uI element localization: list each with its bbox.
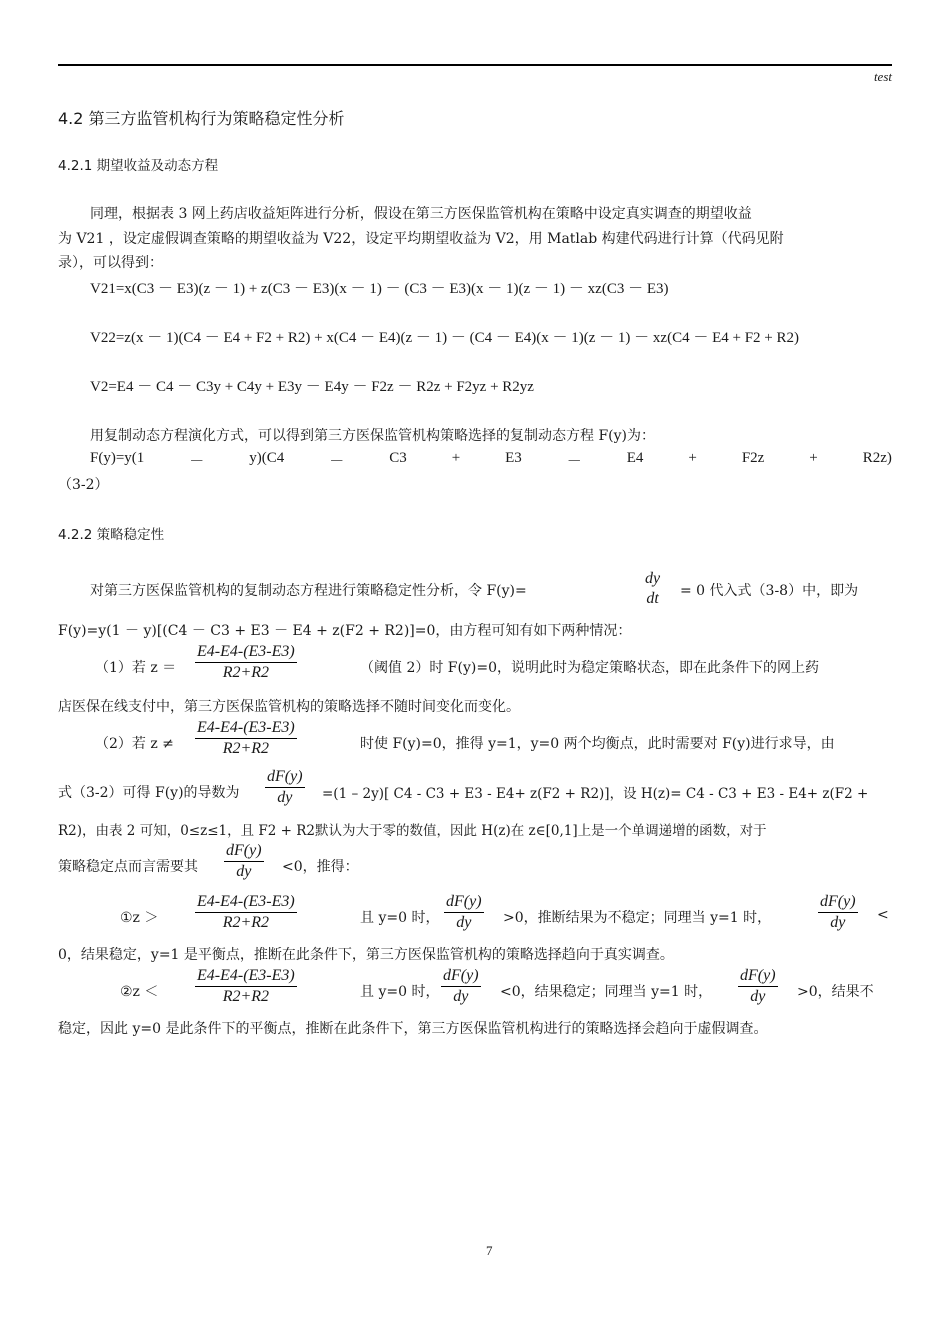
para1-line2: 为 V21 ，设定虚假调查策略的期望收益为 V22，设定平均期望收益为 V2，用 Matlab 构建代码进行计算（代码见附 xyxy=(58,231,784,247)
subsection-title-1: 4.2.1 期望收益及动态方程 xyxy=(58,158,219,174)
fy-token: R2z) xyxy=(862,450,892,466)
page-number: 7 xyxy=(486,1243,493,1258)
fy-token: － xyxy=(566,454,582,470)
fraction-denominator: R2+R2 xyxy=(222,988,270,1005)
fraction-numerator: dF(y) xyxy=(444,893,484,913)
fraction-numerator: dF(y) xyxy=(265,768,305,788)
fy-token: E3 xyxy=(505,450,522,466)
fy-token: － xyxy=(189,454,205,470)
fraction-numerator: E4-E4-(E3-E3) xyxy=(195,967,297,987)
para3-line2: F(y)=y(1 － y)[(C4 － C3 + E3 － E4 + z(F2 + R2)]=0，由方程可知有如下两种情况： xyxy=(58,623,632,639)
fy-equation xyxy=(90,450,892,471)
fraction-numerator: dy xyxy=(645,570,661,587)
fy-token: + xyxy=(451,450,461,466)
case2-pre: （2）若 z ≠ xyxy=(95,736,174,752)
subcase1-pre: ①z ＞ xyxy=(120,910,159,926)
fy-token: y)(C4 xyxy=(249,450,285,466)
para3-pre: 对第三方医保监管机构的复制动态方程进行策略稳定性分析，令 F(y)= xyxy=(90,583,527,599)
fraction-dF-dy xyxy=(441,967,481,1006)
fraction-dF-dy xyxy=(224,842,264,881)
fy-token: － xyxy=(329,454,345,470)
fraction-numerator: dF(y) xyxy=(738,967,778,987)
fy-token: C3 xyxy=(389,450,407,466)
case2-line4-post: <0，推得： xyxy=(282,859,359,875)
case2-line3: R2)，由表 2 可知，0≤z≤1，且 F2 + R2默认为大于零的数值，因此 H(z)在 z∈[0,1]上是一个单调递增的函数，对于 xyxy=(58,823,767,839)
case2-line2-pre: 式（3-2）可得 F(y)的导数为 xyxy=(58,785,240,801)
case1-pre: （1）若 z ＝ xyxy=(95,660,177,676)
fraction-denominator: dy xyxy=(456,914,472,931)
fraction-numerator: E4-E4-(E3-E3) xyxy=(195,643,297,663)
fraction-numerator: E4-E4-(E3-E3) xyxy=(195,719,297,739)
fraction-dy-dt xyxy=(643,570,662,608)
fraction-denominator: dy xyxy=(277,789,293,806)
equation-v21: V21=x(C3 － E3)(z － 1) + z(C3 － E3)(x － 1) － (C3 － E3)(x － 1)(z － 1) － xz(C3 － E3) xyxy=(90,281,669,297)
fraction-threshold xyxy=(195,643,297,682)
fraction-denominator: R2+R2 xyxy=(222,740,270,757)
subcase2-post: >0，结果不 xyxy=(797,984,874,1000)
fraction-denominator: R2+R2 xyxy=(222,664,270,681)
equation-v2: V2=E4 － C4 － C3y + C4y + E3y － E4y － F2z － R2z + F2yz + R2yz xyxy=(90,379,534,395)
fraction-denominator: dt xyxy=(646,590,659,607)
subsection-title-2: 4.2.2 策略稳定性 xyxy=(58,527,165,543)
subcase2-mid2: <0，结果稳定；同理当 y=1 时， xyxy=(500,984,713,1000)
subcase2-mid1: 且 y=0 时， xyxy=(360,984,440,1000)
fraction-denominator: dy xyxy=(750,988,766,1005)
section-title: 4.2 第三方监管机构行为策略稳定性分析 xyxy=(58,109,345,128)
fraction-threshold xyxy=(195,893,297,932)
fraction-threshold xyxy=(195,967,297,1006)
subcase2-line2: 稳定，因此 y=0 是此条件下的平衡点，推断在此条件下，第三方医保监管机构进行的策略选择会趋向于虚假调查。 xyxy=(58,1021,768,1037)
para1-line1: 同理，根据表 3 网上药店收益矩阵进行分析，假设在第三方医保监管机构在策略中设定真实调查的期望收益 xyxy=(90,206,752,222)
fy-token: F(y)=y(1 xyxy=(90,450,145,466)
fraction-numerator: dF(y) xyxy=(441,967,481,987)
para1-line3: 录），可以得到： xyxy=(58,255,163,271)
fraction-denominator: dy xyxy=(236,863,252,880)
case2-post: 时使 F(y)=0，推得 y=1，y=0 两个均衡点，此时需要对 F(y)进行求导，由 xyxy=(360,736,835,752)
fy-token: F2z xyxy=(741,450,765,466)
para2: 用复制动态方程演化方式，可以得到第三方医保监管机构策略选择的复制动态方程 F(y)为： xyxy=(90,428,655,444)
fraction-dF-dy xyxy=(444,893,484,932)
fraction-denominator: R2+R2 xyxy=(222,914,270,931)
fraction-denominator: dy xyxy=(453,988,469,1005)
fraction-denominator: dy xyxy=(830,914,846,931)
case2-line4-pre: 策略稳定点而言需要其 xyxy=(58,859,198,875)
subcase2-pre: ②z ＜ xyxy=(120,984,159,1000)
subcase1-post: < xyxy=(877,907,889,923)
fy-token: + xyxy=(809,450,818,466)
fy-equation-tag: （3-2） xyxy=(58,477,109,493)
fraction-dF-dy xyxy=(265,768,305,807)
subcase1-mid1: 且 y=0 时， xyxy=(360,910,440,926)
header-rule xyxy=(58,64,892,66)
para3-post: = 0 代入式（3-8）中，即为 xyxy=(680,583,859,599)
fy-token: + xyxy=(688,450,697,466)
case1-line2: 店医保在线支付中，第三方医保监管机构的策略选择不随时间变化而变化。 xyxy=(58,699,520,715)
subcase1-line2: 0，结果稳定，y=1 是平衡点，推断在此条件下，第三方医保监管机构的策略选择趋向于真实调查。 xyxy=(58,947,674,963)
fraction-numerator: dF(y) xyxy=(818,893,858,913)
header-label: test xyxy=(873,69,892,84)
fraction-numerator: E4-E4-(E3-E3) xyxy=(195,893,297,913)
case2-line2-post: =(1 – 2y)[ C4 - C3 + E3 - E4+ z(F2 + R2)]，设 H(z)= C4 - C3 + E3 - E4+ z(F2 + xyxy=(322,786,869,802)
fy-token: E4 xyxy=(626,450,644,466)
fraction-numerator: dF(y) xyxy=(224,842,264,862)
fraction-dF-dy xyxy=(738,967,778,1006)
fraction-threshold xyxy=(195,719,297,758)
fraction-dF-dy xyxy=(818,893,858,932)
subcase1-mid2: >0，推断结果为不稳定；同理当 y=1 时， xyxy=(503,910,772,926)
case1-post: （阈值 2）时 F(y)=0，说明此时为稳定策略状态，即在此条件下的网上药 xyxy=(360,660,819,676)
equation-v22: V22=z(x － 1)(C4 － E4 + F2 + R2) + x(C4 － E4)(z － 1) － (C4 － E4)(x － 1)(z － 1) － xz(C4 － E4 + F2 + R2) xyxy=(90,330,800,346)
